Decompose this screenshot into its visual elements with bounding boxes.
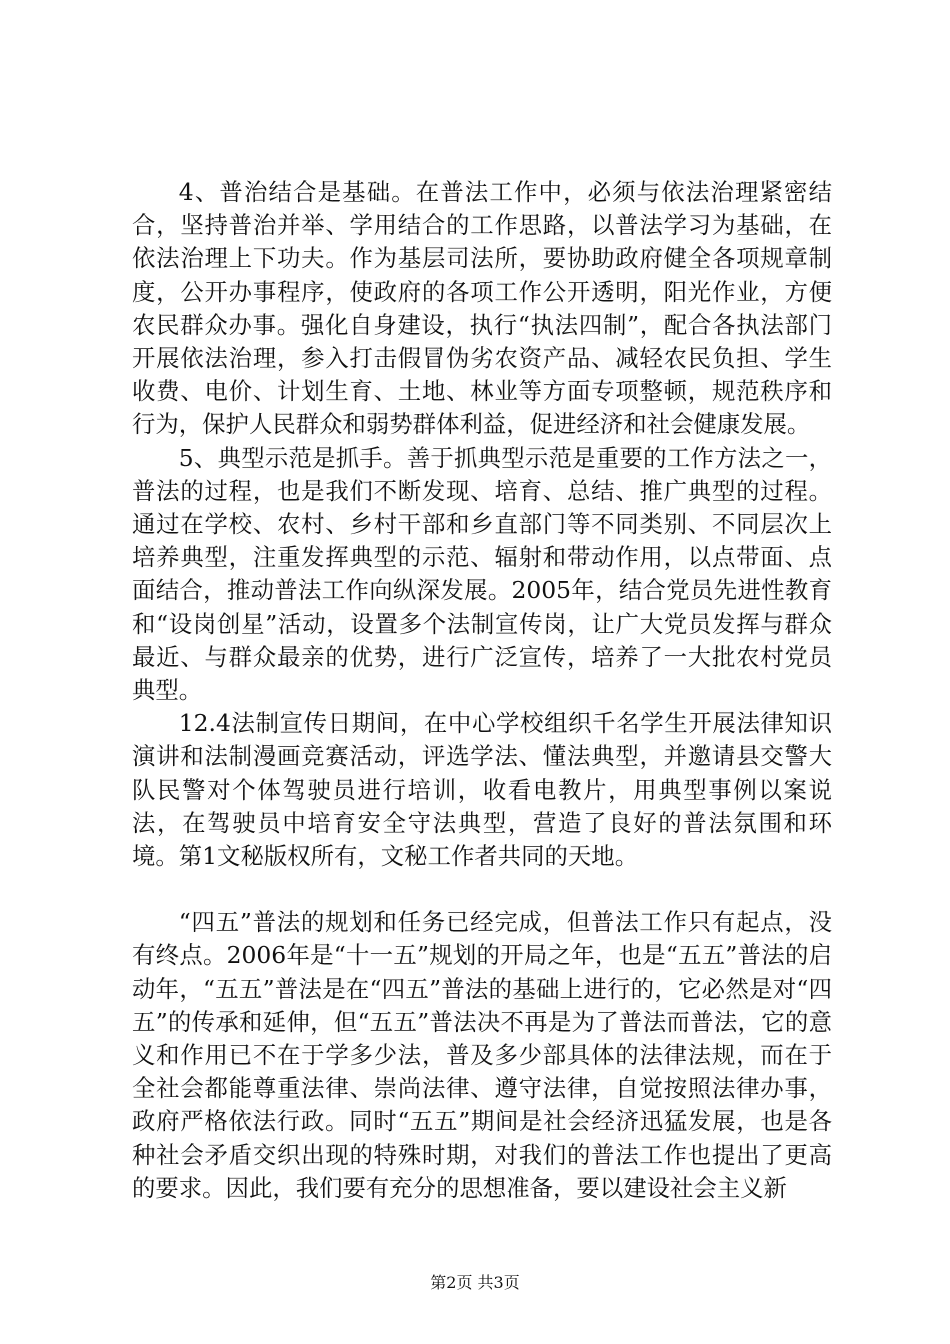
paragraph-4-point: 4、普治结合是基础。在普法工作中，必须与依法治理紧密结合，坚持普治并举、学用结合的工作思路，以普法学习为基础，在依法治理上下功夫。作为基层司法所，要协助政府健全各项规章制度，公开办事程序，使政府的各项工作公开透明，阳光作业，方便农民群众办事。强化自身建设，执行“执法四制”，配合各执法部门开展依法治理，参入打击假冒伪劣农资产品、减轻农民负担、学生收费、电价、计划生育、土地、林业等方面专项整顿，规范秩序和行为，保护人民群众和弱势群体利益，促进经济和社会健康发展。 [132,178,832,439]
paragraph-spacer [132,873,832,906]
document-body [132,176,832,1205]
page-number-footer: 第2页 共3页 [430,1273,520,1292]
paragraph-legal-day: 12.4法制宣传日期间，在中心学校组织千名学生开展法律知识演讲和法制漫画竞赛活动，评选学法、懂法典型，并邀请县交警大队民警对个体驾驶员进行培训，收看电教片，用典型事例以案说法，在驾驶员中培育安全守法典型，营造了良好的普法氛围和环境。第1文秘版权所有，文秘工作者共同的天地。 [132,709,832,871]
paragraph-5-point: 5、典型示范是抓手。善于抓典型示范是重要的工作方法之一，普法的过程，也是我们不断发现、培育、总结、推广典型的过程。通过在学校、农村、乡村干部和乡直部门等不同类别、不同层次上培养典型，注重发挥典型的示范、辐射和带动作用，以点带面、点面结合，推动普法工作向纵深发展。2005年，结合党员先进性教育和“设岗创星”活动，设置多个法制宣传岗，让广大党员发挥与群众最近、与群众最亲的优势，进行广泛宣传，培养了一大批农村党员典型。 [132,443,832,705]
paragraph-wuwu-plan: “四五”普法的规划和任务已经完成，但普法工作只有起点，没有终点。2006年是“十一五”规划的开局之年，也是“五五”普法的启动年，“五五”普法是在“四五”普法的基础上进行的，它必然是对“四五”的传承和延伸，但“五五”普法决不再是为了普法而普法，它的意义和作用已不在于学多少法，普及多少部具体的法律法规，而在于全社会都能尊重法律、崇尚法律、遵守法律，自觉按照法律办事，政府严格依法行政。同时“五五”期间是社会经济迅猛发展，也是各种社会矛盾交织出现的特殊时期，对我们的普法工作也提出了更高的要求。因此，我们要有充分的思想准备，要以建设社会主义新 [132,908,832,1202]
